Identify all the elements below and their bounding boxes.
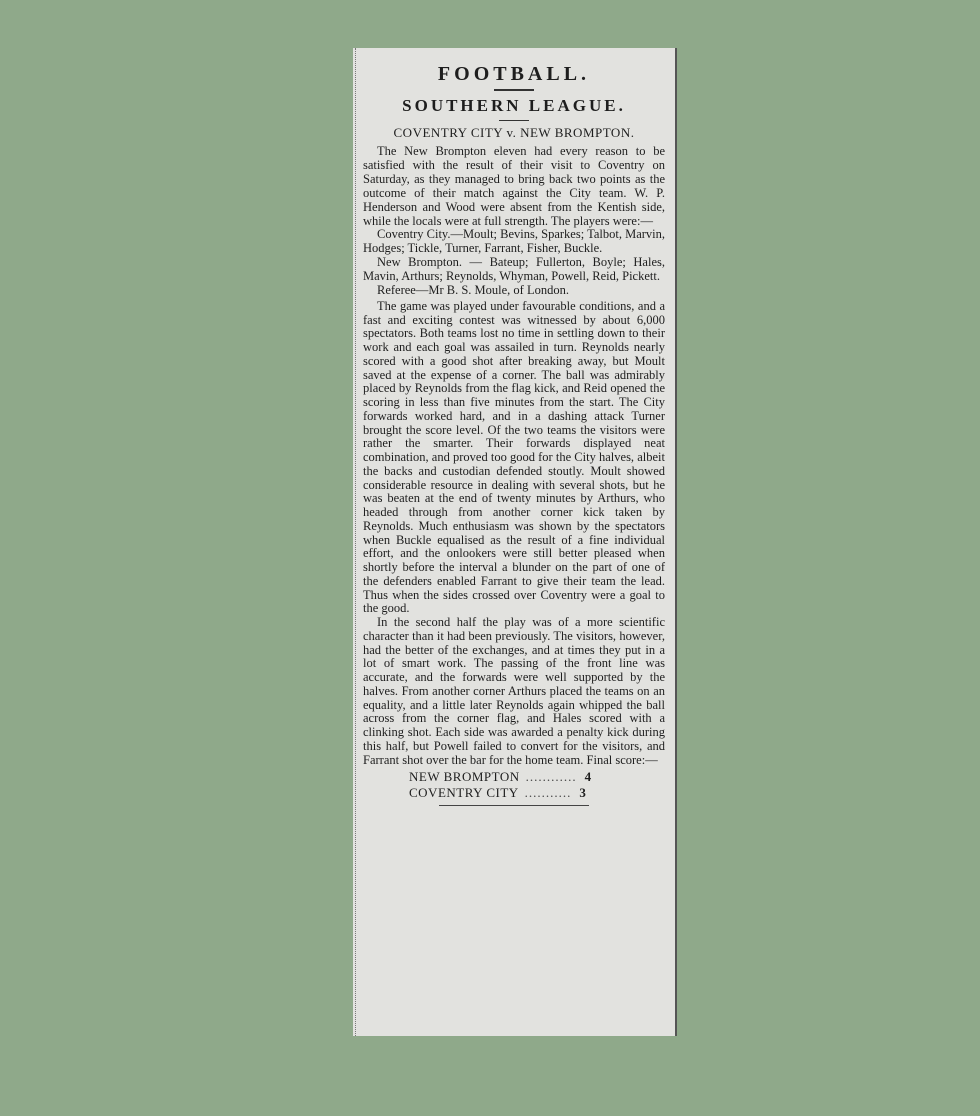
bottom-rule <box>439 805 589 806</box>
score-goals: 3 <box>579 785 586 801</box>
score-row <box>363 785 665 801</box>
lineup-new-brompton: New Brompton. — Bateup; Fullerton, Boyle; Hales, Mavin, Arthurs; Reynolds, Whyman, Powell, Reid, Pickett. <box>363 255 665 284</box>
score-team: COVENTRY CITY <box>409 785 519 801</box>
score-leader: ........... <box>524 785 572 801</box>
referee-line: Referee—Mr B. S. Moule, of London. <box>377 283 569 298</box>
report-second-half: In the second half the play was of a more scientific character than it had been previously. The visitors, however, had the better of the exchanges, and at times they put in a lot of smart work. The passing of the front line was accurate, and the forwards were well supported by the halves. From another corner Arthurs placed the teams on an equality, and a little later Reynolds again whipped the ball across from the corner flag, and Hales scored with a clinking shot. Each side was awarded a penalty kick during this half, but Powell failed to convert for the visitors, and Farrant shot over the bar for the home team. Final score:— <box>363 615 665 767</box>
column-gutter <box>355 48 357 1036</box>
report-first-half: The game was played under favourable conditions, and a fast and exciting contest was witnessed by about 6,000 spectators. Both teams lost no time in settling down to their work and each goal was assailed in turn. Reynolds nearly scored with a good shot after breaking away, but Moult saved at the expense of a corner. The ball was admirably placed by Reynolds from the flag kick, and Reid opened the scoring in less than five minutes from the start. The City forwards worked hard, and in a dashing attack Turner brought the score level. Of the two teams the visitors were rather the smarter. Their forwards displayed neat combination, and proved too good for the City halves, albeit the backs and custodian defended stoutly. Moult showed considerable resource in dealing with several shots, but he was beaten at the end of twenty minutes by Arthurs, who headed through from another corner kick taken by Reynolds. Much enthusiasm was shown by the spectators when Buckle equalised as the result of a fine individual effort, and the onlookers were still better pleased when shortly before the interval a blunder on the part of one of the defenders enabled Farrant to give their team the lead. Thus when the sides crossed over Coventry were a goal to the good. <box>363 298 665 616</box>
headline-rule <box>494 89 534 91</box>
score-goals: 4 <box>584 769 592 785</box>
headline: FOOTBALL. <box>437 63 591 85</box>
section-title: SOUTHERN LEAGUE. <box>402 96 626 115</box>
lineup-coventry: Coventry City.—Moult; Bevins, Sparkes; Talbot, Marvin, Hodges; Tickle, Turner, Farrant, Fisher, Buckle. <box>363 227 666 256</box>
score-row <box>363 769 665 785</box>
final-score-table <box>363 769 665 801</box>
score-team: NEW BROMPTON <box>409 769 520 785</box>
newspaper-clipping <box>353 48 677 1036</box>
match-title: COVENTRY CITY v. NEW BROMPTON. <box>393 125 635 140</box>
score-leader: ............ <box>525 769 577 785</box>
section-rule <box>499 120 529 121</box>
intro-paragraph: The New Brompton eleven had every reason to be satisfied with the result of their visit to Coventry on Saturday, as they managed to bring back two points as the outcome of their match against the City team. W. P. Henderson and Wood were absent from the Kentish side, while the locals were at full strength. The players were:— <box>363 144 665 228</box>
